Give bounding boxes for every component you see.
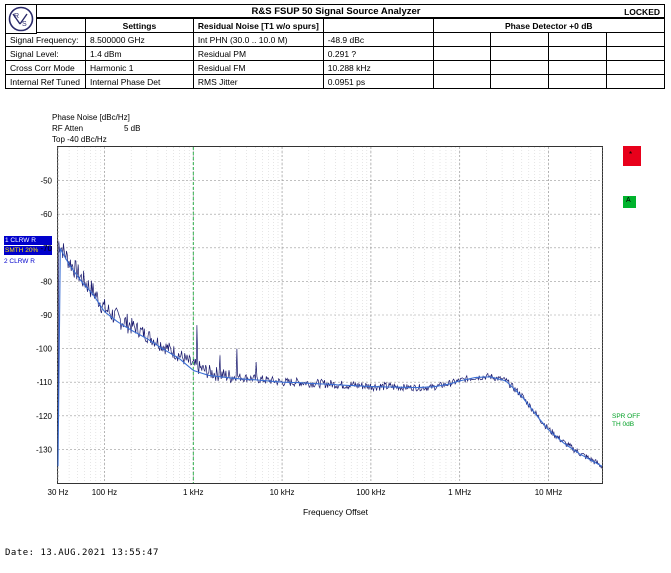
pd-cell-2-2 [491, 47, 549, 61]
header-residual-noise: Residual Noise [T1 w/o spurs] [193, 19, 323, 33]
header-blank-2 [323, 19, 433, 33]
marker-green-label: A [626, 197, 631, 204]
threshold-label: TH 0dB [612, 421, 635, 428]
rms-jitter-label: RMS Jitter [193, 75, 323, 89]
table-row [6, 33, 665, 47]
pd-cell-4-2 [491, 75, 549, 89]
svg-text:-90: -90 [40, 311, 52, 320]
trace-1-smoothing-label: SMTH 20% [4, 246, 52, 255]
trace-2-label: 2 CLRW R [4, 258, 35, 265]
residual-pm-value: 0.291 ? [323, 47, 433, 61]
page-title: R&S FSUP 50 Signal Source Analyzer [251, 6, 421, 17]
pd-cell-2-4 [607, 47, 665, 61]
header-settings: Settings [85, 19, 193, 33]
phase-noise-plot [35, 146, 603, 484]
spur-threshold-note [612, 413, 640, 429]
svg-text:-80: -80 [40, 277, 52, 287]
spr-off-label: SPR OFF [612, 413, 641, 420]
pd-cell-2-1 [433, 47, 491, 61]
rohde-schwarz-logo-icon [5, 4, 37, 34]
pd-cell-1-3 [549, 33, 607, 47]
signal-frequency-label: Signal Frequency: [6, 33, 86, 47]
pd-cell-3-1 [433, 61, 491, 75]
svg-text:R: R [14, 13, 20, 20]
svg-text:-110: -110 [36, 378, 52, 388]
residual-fm-label: Residual FM [193, 61, 323, 75]
trace-1-label: 1 CLRW R [4, 236, 52, 245]
signal-frequency-value: 8.500000 GHz [85, 33, 193, 47]
phase-noise-axis-label: Phase Noise [dBc/Hz] [52, 113, 130, 122]
marker-indicator-green [623, 196, 636, 208]
svg-text:-60: -60 [40, 210, 52, 220]
x-axis-tick-label: 100 Hz [91, 488, 118, 497]
svg-text:-100: -100 [35, 344, 52, 354]
x-axis-tick-label: 10 MHz [534, 488, 563, 497]
footer-date: Date: 13.AUG.2021 13:55:47 [5, 548, 159, 558]
pd-cell-1-2 [491, 33, 549, 47]
pd-cell-3-4 [607, 61, 665, 75]
x-axis-tick-label: 1 MHz [448, 488, 472, 497]
marker-indicator-red [623, 146, 641, 166]
cross-corr-mode-label: Cross Corr Mode [6, 61, 86, 75]
cross-corr-mode-value: Harmonic 1 [85, 61, 193, 75]
status-badge: LOCKED [624, 7, 660, 17]
pd-cell-4-3 [549, 75, 607, 89]
internal-ref-tuned-label: Internal Ref Tuned [6, 75, 86, 89]
residual-fm-value: 10.288 kHz [323, 61, 433, 75]
signal-level-value: 1.4 dBm [85, 47, 193, 61]
svg-text:-50: -50 [40, 176, 52, 186]
x-axis-tick-label: 30 Hz [47, 488, 69, 497]
pd-cell-4-4 [607, 75, 665, 89]
x-axis-tick-label: 1 kHz [183, 488, 204, 497]
pd-cell-4-1 [433, 75, 491, 89]
settings-table [5, 18, 665, 89]
table-header-row [6, 19, 665, 33]
table-row [6, 61, 665, 75]
table-row [6, 75, 665, 89]
header-phase-detector: Phase Detector +0 dB [433, 19, 664, 33]
x-axis-tick-label: 100 kHz [356, 488, 386, 497]
top-level-label: Top -40 dBc/Hz [52, 135, 107, 144]
x-axis-tick-label: 10 kHz [269, 488, 295, 497]
int-phn-label: Int PHN (30.0 .. 10.0 M) [193, 33, 323, 47]
svg-text:-130: -130 [35, 445, 52, 455]
svg-text:S: S [22, 21, 27, 28]
pd-cell-3-2 [491, 61, 549, 75]
rf-atten-label: RF Atten [52, 124, 84, 133]
plot-canvas [35, 147, 602, 483]
int-phn-value: -48.9 dBc [323, 33, 433, 47]
rf-atten-value: 5 dB [124, 124, 141, 133]
signal-level-label: Signal Level: [6, 47, 86, 61]
svg-text:-70: -70 [40, 243, 52, 253]
window-title-bar [5, 4, 665, 18]
table-row [6, 47, 665, 61]
residual-pm-label: Residual PM [193, 47, 323, 61]
rms-jitter-value: 0.0951 ps [323, 75, 433, 89]
pd-cell-3-3 [549, 61, 607, 75]
svg-text:-120: -120 [35, 411, 52, 421]
marker-red-label: * [629, 150, 633, 159]
pd-cell-2-3 [549, 47, 607, 61]
internal-ref-tuned-value: Internal Phase Det [85, 75, 193, 89]
pd-cell-1-4 [607, 33, 665, 47]
pd-cell-1-1 [433, 33, 491, 47]
x-axis-title: Frequency Offset [302, 507, 369, 517]
